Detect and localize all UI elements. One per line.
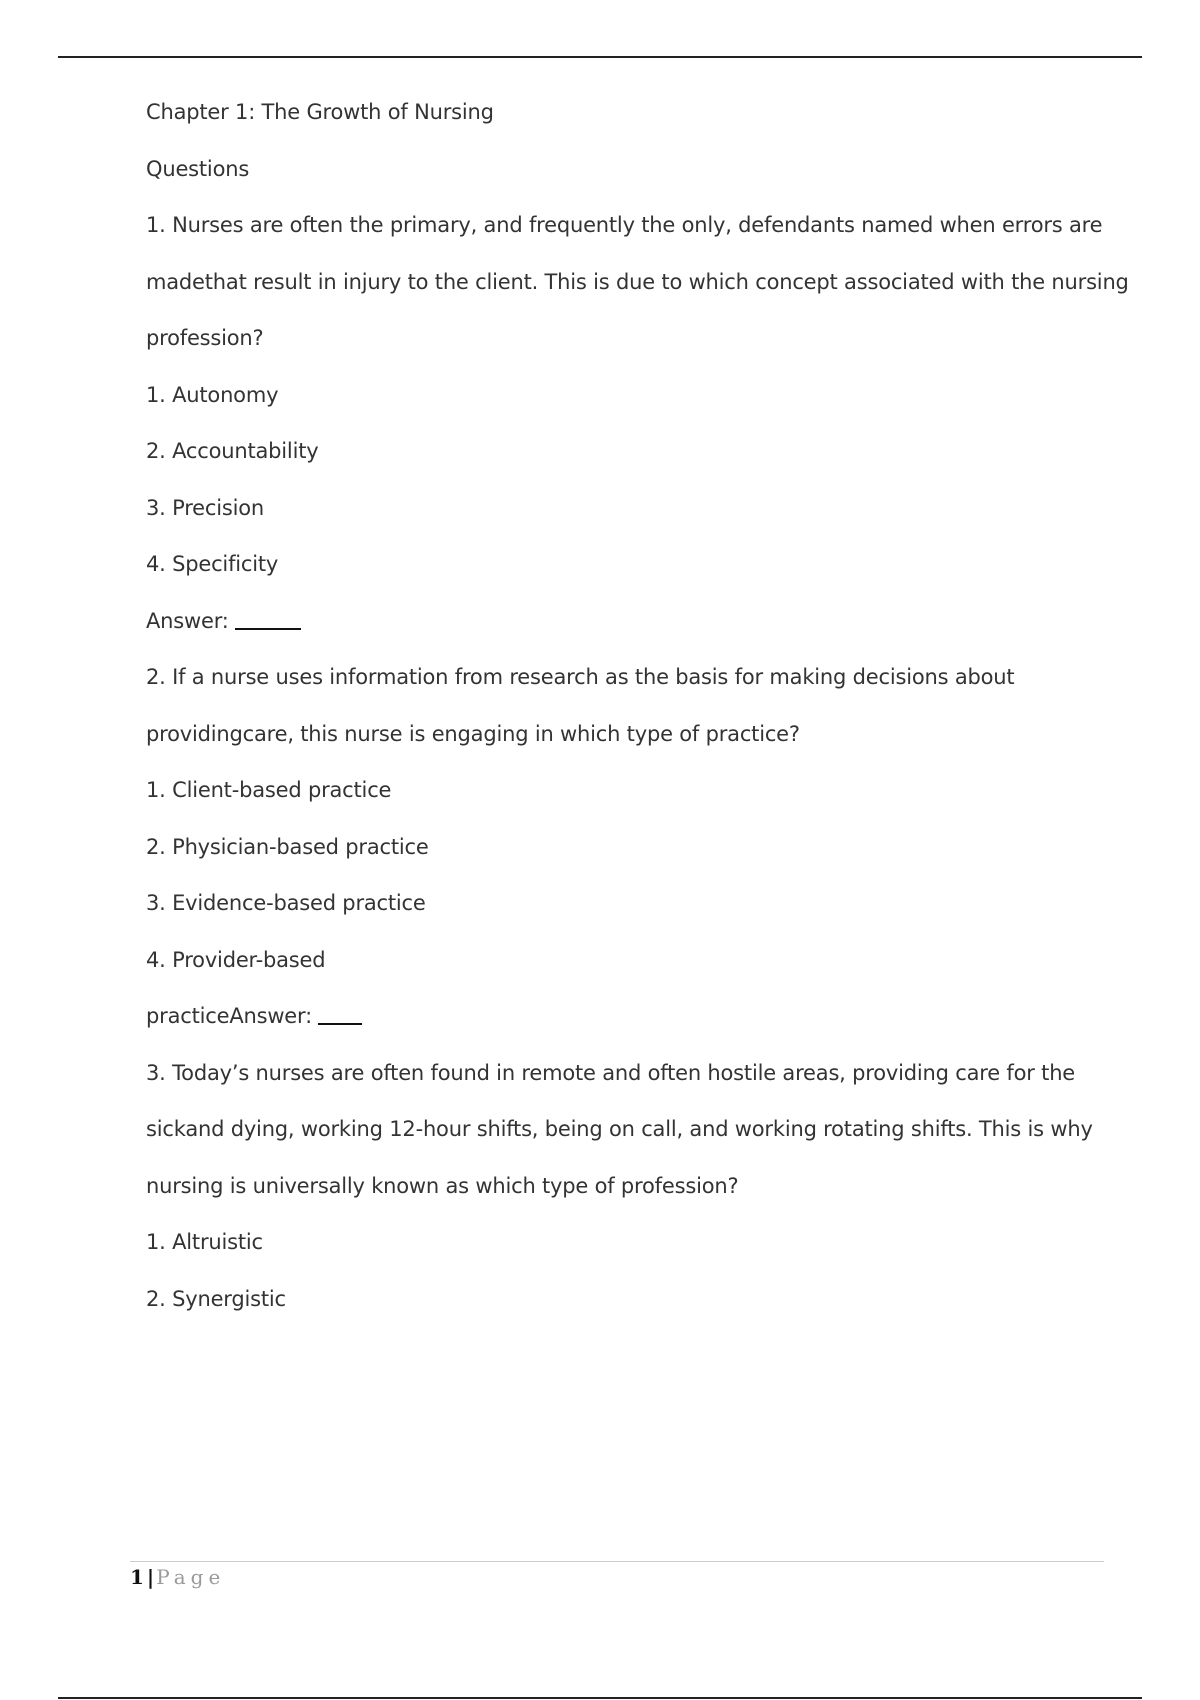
question-3-option-1: 1. Altruistic — [146, 1230, 263, 1254]
page-label: Page — [156, 1565, 226, 1589]
question-3-line-3: nursing is universally known as which type of profession? — [146, 1173, 739, 1198]
question-3-line-2: sickand dying, working 12-hour shifts, being on call, and working rotating shifts. This is why — [146, 1117, 1093, 1141]
question-1-option-3: 3. Precision — [146, 495, 265, 520]
page-footer — [130, 1563, 225, 1591]
answer-label: Answer: — [146, 608, 229, 633]
question-2-answer — [146, 988, 1086, 1045]
question-2-line-1: 2. If a nurse uses information from research as the basis for making decisions about — [146, 665, 1015, 689]
question-1-option-2: 2. Accountability — [146, 439, 319, 463]
question-3-line-1: 3. Today’s nurses are often found in remote and often hostile areas, providing care for the — [146, 1060, 1076, 1085]
question-2-option-1: 1. Client-based practice — [146, 778, 392, 802]
footer-separator: | — [146, 1565, 155, 1589]
page-number: 1 — [130, 1565, 144, 1589]
question-1-line-2: madethat result in injury to the client. This is due to which concept associated with the nursing — [146, 269, 1129, 294]
document-body — [146, 84, 1129, 1327]
footer-rule — [130, 1561, 1104, 1562]
question-1-option-1: 1. Autonomy — [146, 382, 279, 407]
question-2-line-2: providingcare, this nurse is engaging in which type of practice? — [146, 721, 800, 746]
question-2-option-3: 3. Evidence-based practice — [146, 891, 426, 915]
question-1-line-1: 1. Nurses are often the primary, and frequently the only, defendants named when errors are — [146, 213, 1103, 237]
question-2-option-4: 4. Provider-based — [146, 947, 326, 972]
answer-blank[interactable] — [235, 628, 301, 630]
question-2-option-2: 2. Physician-based practice — [146, 834, 429, 859]
question-1-option-4: 4. Specificity — [146, 552, 279, 576]
answer-blank[interactable] — [318, 1023, 362, 1025]
question-1-line-3: profession? — [146, 326, 264, 350]
question-1-answer — [146, 593, 1086, 650]
top-rule — [58, 56, 1142, 58]
bottom-rule — [58, 1697, 1142, 1699]
question-3-option-2: 2. Synergistic — [146, 1286, 286, 1311]
section-label: Questions — [146, 156, 250, 181]
answer-label: practiceAnswer: — [146, 1004, 312, 1028]
chapter-title: Chapter 1: The Growth of Nursing — [146, 100, 494, 124]
